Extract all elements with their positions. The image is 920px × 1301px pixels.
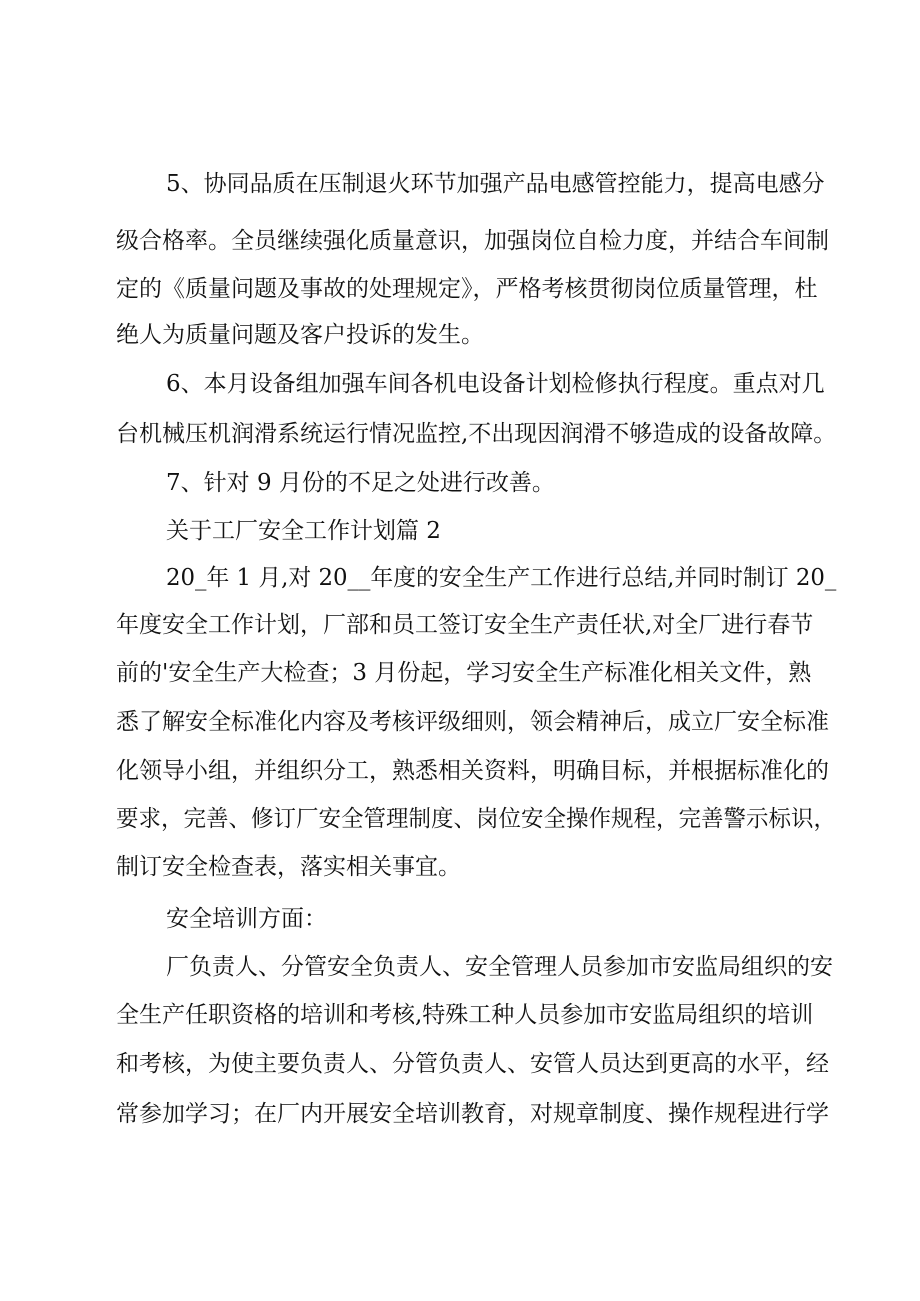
text-line: 级合格率。全员继续强化质量意识，加强岗位自检力度，并结合车间制 <box>116 228 829 254</box>
text-line: 要求，完善、修订厂安全管理制度、岗位安全操作规程，完善警示标识， <box>116 806 836 832</box>
text-line: 和考核，为使主要负责人、分管负责人、安管人员达到更高的水平，经 <box>116 1051 829 1077</box>
text-line: 全生产任职资格的培训和考核,特殊工种人员参加市安监局组织的培训 <box>116 1002 814 1028</box>
text-line: 20_年 1 月,对 20__年度的安全生产工作进行总结,并同时制订 20_ <box>166 565 837 591</box>
text-line: 悉了解安全标准化内容及考核评级细则，领会精神后，成立厂安全标准 <box>116 709 829 735</box>
text-line: 制订安全检查表，落实相关事宜。 <box>116 854 461 880</box>
text-line: 5、协同品质在压制退火环节加强产品电感管控能力，提高电感分 <box>166 171 825 197</box>
text-line: 厂负责人、分管安全负责人、安全管理人员参加市安监局组织的安 <box>166 954 833 980</box>
subheading: 安全培训方面： <box>166 906 327 932</box>
text-line: 前的'安全生产大检查；3 月份起，学习安全生产标准化相关文件，熟 <box>116 660 812 686</box>
text-line: 6、本月设备组加强车间各机电设备计划检修执行程度。重点对几 <box>166 371 825 397</box>
text-line: 常参加学习；在厂内开展安全培训教育，对规章制度、操作规程进行学 <box>116 1101 829 1127</box>
text-line: 台机械压机润滑系统运行情况监控,不出现因润滑不够造成的设备故障。 <box>116 421 837 447</box>
text-line: 定的《质量问题及事故的处理规定》，严格考核贯彻岗位质量管理，杜 <box>116 276 818 302</box>
section-heading: 关于工厂安全工作计划篇 2 <box>166 518 441 544</box>
text-line: 7、针对 9 月份的不足之处进行改善。 <box>166 470 555 496</box>
text-line: 绝人为质量问题及客户投诉的发生。 <box>116 322 484 348</box>
text-line: 化领导小组，并组织分工，熟悉相关资料，明确目标，并根据标准化的 <box>116 758 829 784</box>
text-line: 年度安全工作计划，厂部和员工签订安全生产责任状,对全厂进行春节 <box>116 612 814 638</box>
